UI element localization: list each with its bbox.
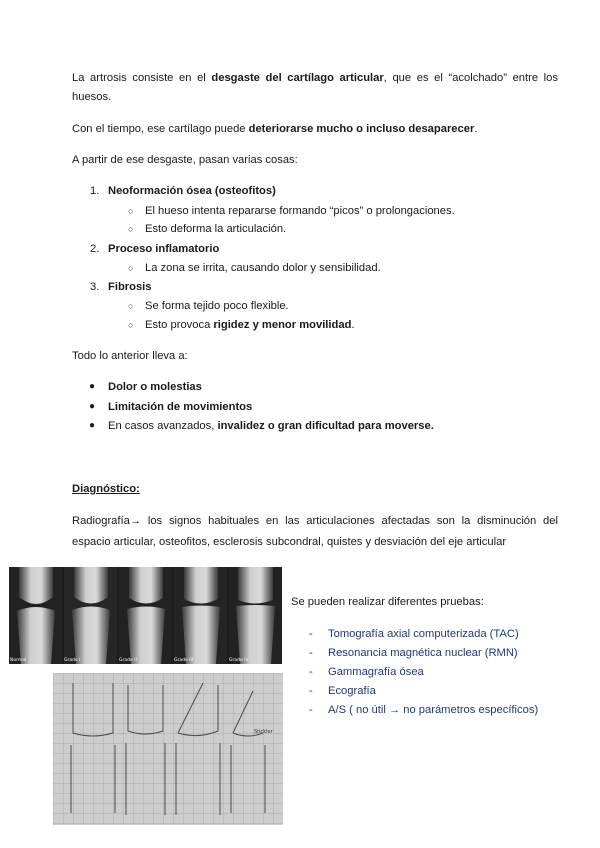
test-item: Resonancia magnética nuclear (RMN) (328, 647, 518, 659)
xray-label: Grade III (174, 658, 194, 663)
intro-paragraph-2: Con el tiempo, ese cartílago puede deteriorarse mucho o incluso desaparecer. (72, 123, 478, 135)
consequence-item: Limitación de movimientos (108, 401, 253, 413)
list-subitem: Esto provoca rigidez y menor movilidad. (145, 319, 355, 331)
circle-bullet-icon: ○ (128, 320, 134, 330)
knee-xray-image (9, 567, 282, 664)
list-number: 3. (90, 281, 100, 293)
consequence-item: En casos avanzados, invalidez o gran dificultad para moverse. (108, 420, 434, 432)
bullet-icon: ● (89, 420, 96, 431)
diagnosis-heading: Diagnóstico: (72, 483, 140, 495)
list-number: 2. (90, 243, 100, 255)
xray-panel (64, 567, 117, 664)
list-subitem: La zona se irrita, causando dolor y sensibilidad. (145, 262, 381, 274)
test-item: Ecografía (328, 685, 376, 697)
intro-paragraph-1: La artrosis consiste en el desgaste del cartílago articular, que es el “acolchado” entre los huesos. (72, 72, 558, 103)
xray-panel (9, 567, 62, 664)
xray-label: Grade I (64, 658, 81, 663)
dash-bullet-icon: - (309, 628, 313, 640)
dash-bullet-icon: - (309, 685, 313, 697)
bullet-icon: ● (89, 401, 96, 412)
xray-panel (229, 567, 282, 664)
consequence-item: Dolor o molestias (108, 381, 202, 393)
tests-lead: Se pueden realizar diferentes pruebas: (291, 596, 484, 608)
intro-paragraph-3: A partir de ese desgaste, pasan varias cosas: (72, 154, 298, 166)
xray-panel (174, 567, 227, 664)
xray-label: Grade IV (229, 658, 249, 663)
list-subitem: Esto deforma la articulación. (145, 223, 287, 235)
circle-bullet-icon: ○ (128, 301, 134, 311)
diagnosis-text: Radiografía→ los signos habituales en las articulaciones afectadas son la disminución del espacio articular, osteofitos, esclerosis subcondral, quistes y desviación del eje articular (72, 515, 558, 548)
xray-label: Normal (10, 658, 27, 663)
sketch-label: Stickler (254, 729, 273, 735)
circle-bullet-icon: ○ (128, 206, 134, 216)
consequences-lead: Todo lo anterior lleva a: (72, 350, 188, 362)
xray-label: Grade II (119, 658, 137, 663)
list-item-title: Proceso inflamatorio (108, 243, 220, 255)
dash-bullet-icon: - (309, 666, 313, 678)
xray-panel (119, 567, 172, 664)
grid-sketch-image (53, 673, 283, 825)
circle-bullet-icon: ○ (128, 224, 134, 234)
test-item: Gammagrafía ósea (328, 666, 424, 678)
circle-bullet-icon: ○ (128, 263, 134, 273)
list-number: 1. (90, 185, 100, 197)
dash-bullet-icon: - (309, 647, 313, 659)
test-item: A/S ( no útil → no parámetros específicos) (328, 704, 539, 716)
list-item-title: Neoformación ósea (osteofitos) (108, 185, 276, 197)
list-item-title: Fibrosis (108, 281, 152, 293)
dash-bullet-icon: - (309, 704, 313, 716)
list-subitem: Se forma tejido poco flexible. (145, 300, 289, 312)
bullet-icon: ● (89, 381, 96, 392)
test-item: Tomografía axial computerizada (TAC) (328, 628, 519, 640)
list-subitem: El hueso intenta repararse formando “picos” o prolongaciones. (145, 205, 455, 217)
